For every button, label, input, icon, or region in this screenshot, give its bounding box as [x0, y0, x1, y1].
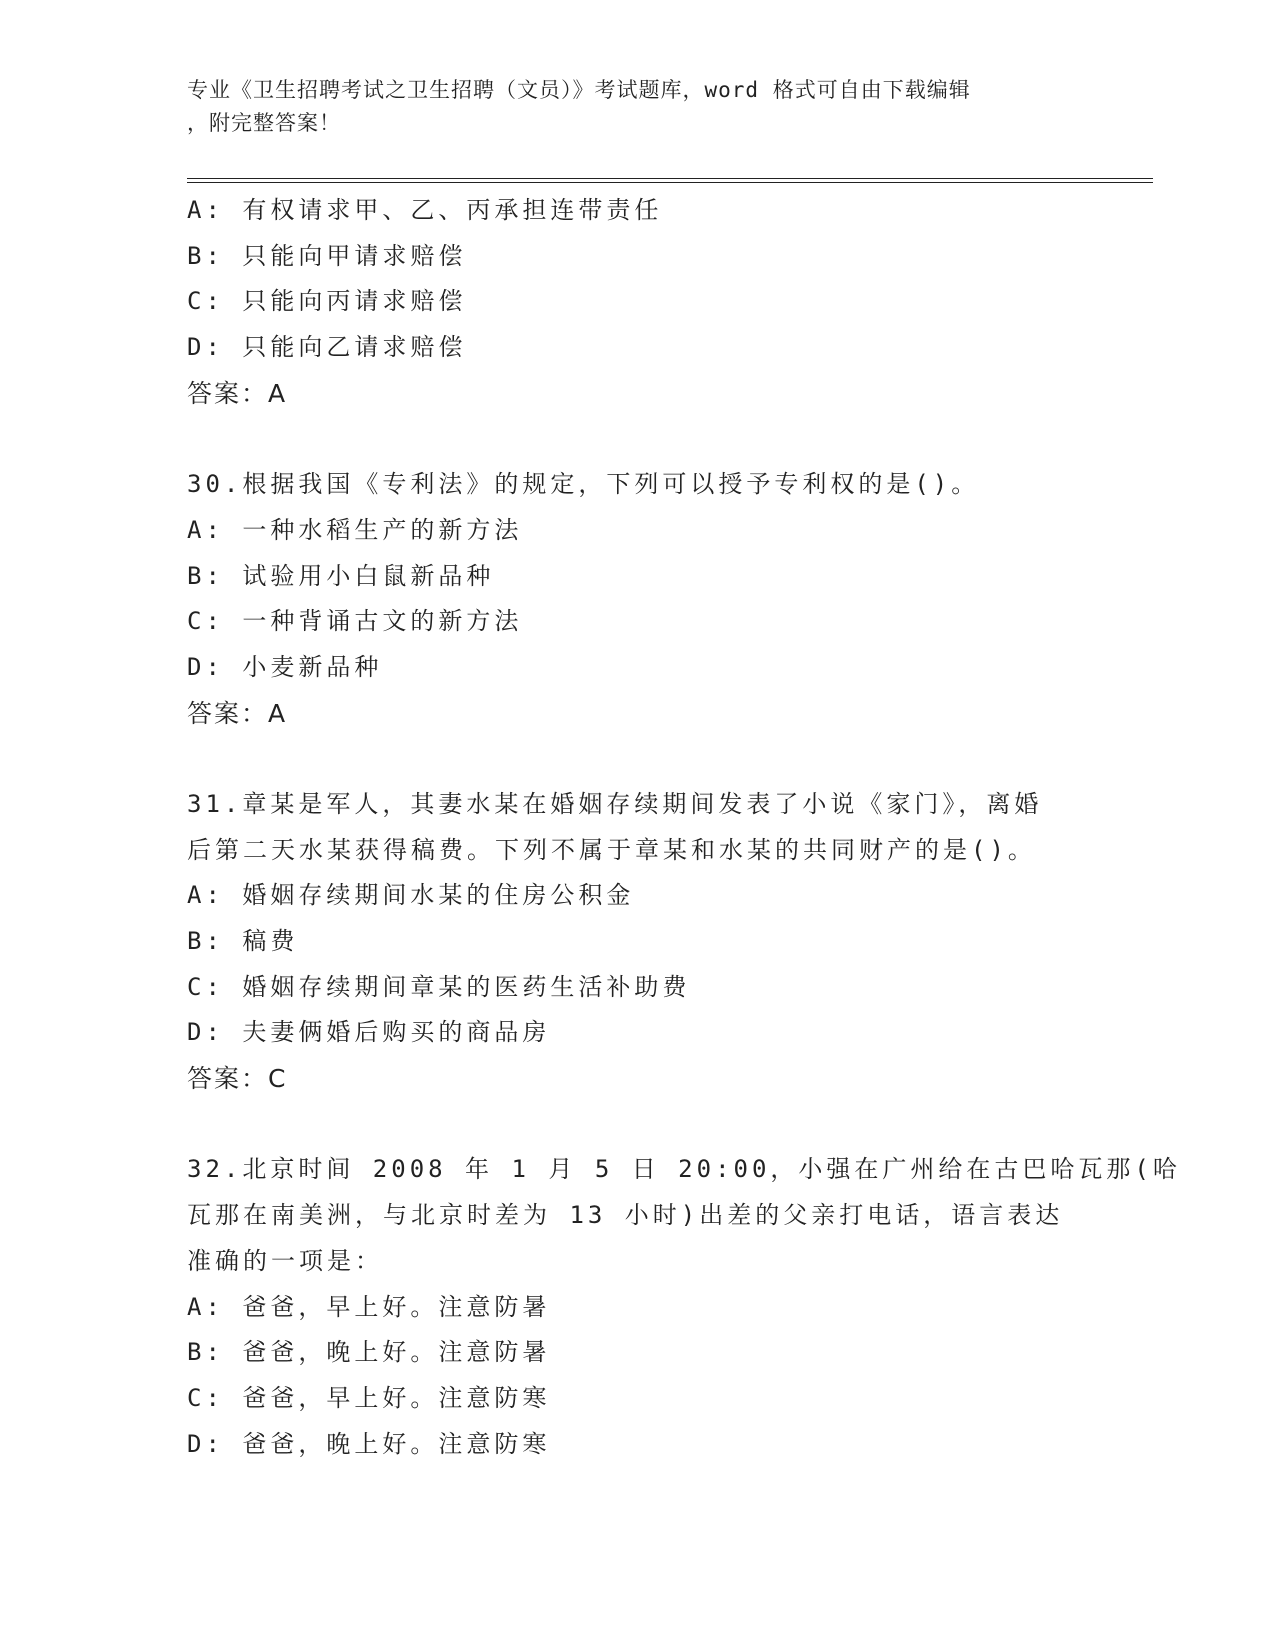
option-b: B: 稿费	[187, 927, 299, 955]
question-stem: 30.根据我国《专利法》的规定，下列可以授予专利权的是()。	[187, 470, 980, 499]
answer-line: 答案：C	[187, 1064, 288, 1094]
header-line-1: 专业《卫生招聘考试之卫生招聘（文员）》考试题库，word 格式可自由下载编辑	[187, 78, 971, 102]
option-d: D: 只能向乙请求赔偿	[187, 333, 467, 362]
question-stem-line-2: 瓦那在南美洲，与北京时差为 13 小时)出差的父亲打电话，语言表达	[187, 1201, 1064, 1230]
option-b: B: 爸爸，晚上好。注意防暑	[187, 1338, 551, 1367]
question-stem-line-1: 32.北京时间 2008 年 1 月 5 日 20:00，小强在广州给在古巴哈瓦那(哈	[187, 1155, 1181, 1184]
question-31	[187, 782, 1087, 1102]
option-b: B: 只能向甲请求赔偿	[187, 241, 467, 270]
question-29-options	[187, 188, 1087, 416]
option-a: A: 婚姻存续期间水某的住房公积金	[187, 881, 635, 910]
option-a: A: 一种水稻生产的新方法	[187, 515, 523, 544]
option-d: D: 夫妻俩婚后购买的商品房	[187, 1018, 551, 1047]
question-list	[187, 188, 1181, 1467]
spacer	[187, 416, 1087, 462]
option-c: C: 只能向丙请求赔偿	[187, 287, 467, 316]
spacer	[187, 1102, 1087, 1148]
answer-line: 答案：A	[187, 378, 288, 408]
question-30	[187, 462, 1087, 736]
question-stem-line-1: 31.章某是军人，其妻水某在婚姻存续期间发表了小说《家门》，离婚	[187, 789, 1043, 818]
question-stem-line-3: 准确的一项是：	[187, 1246, 383, 1275]
header-rule-top	[187, 178, 1153, 179]
option-c: C: 一种背诵古文的新方法	[187, 607, 523, 636]
option-c: C: 婚姻存续期间章某的医药生活补助费	[187, 972, 691, 1001]
question-32	[187, 1147, 1181, 1467]
question-stem-line-2: 后第二天水某获得稿费。下列不属于章某和水某的共同财产的是()。	[187, 835, 1036, 864]
header-rule-bottom	[187, 182, 1153, 183]
option-c: C: 爸爸，早上好。注意防寒	[187, 1383, 551, 1412]
header-line-2: ，附完整答案！	[187, 111, 341, 135]
option-d: D: 小麦新品种	[187, 652, 383, 681]
option-b: B: 试验用小白鼠新品种	[187, 561, 495, 590]
document-header	[187, 74, 1067, 140]
spacer	[187, 736, 1087, 782]
option-a: A: 有权请求甲、乙、丙承担连带责任	[187, 196, 663, 224]
option-a: A: 爸爸，早上好。注意防暑	[187, 1292, 551, 1321]
option-d: D: 爸爸，晚上好。注意防寒	[187, 1429, 551, 1458]
answer-line: 答案：A	[187, 698, 288, 728]
